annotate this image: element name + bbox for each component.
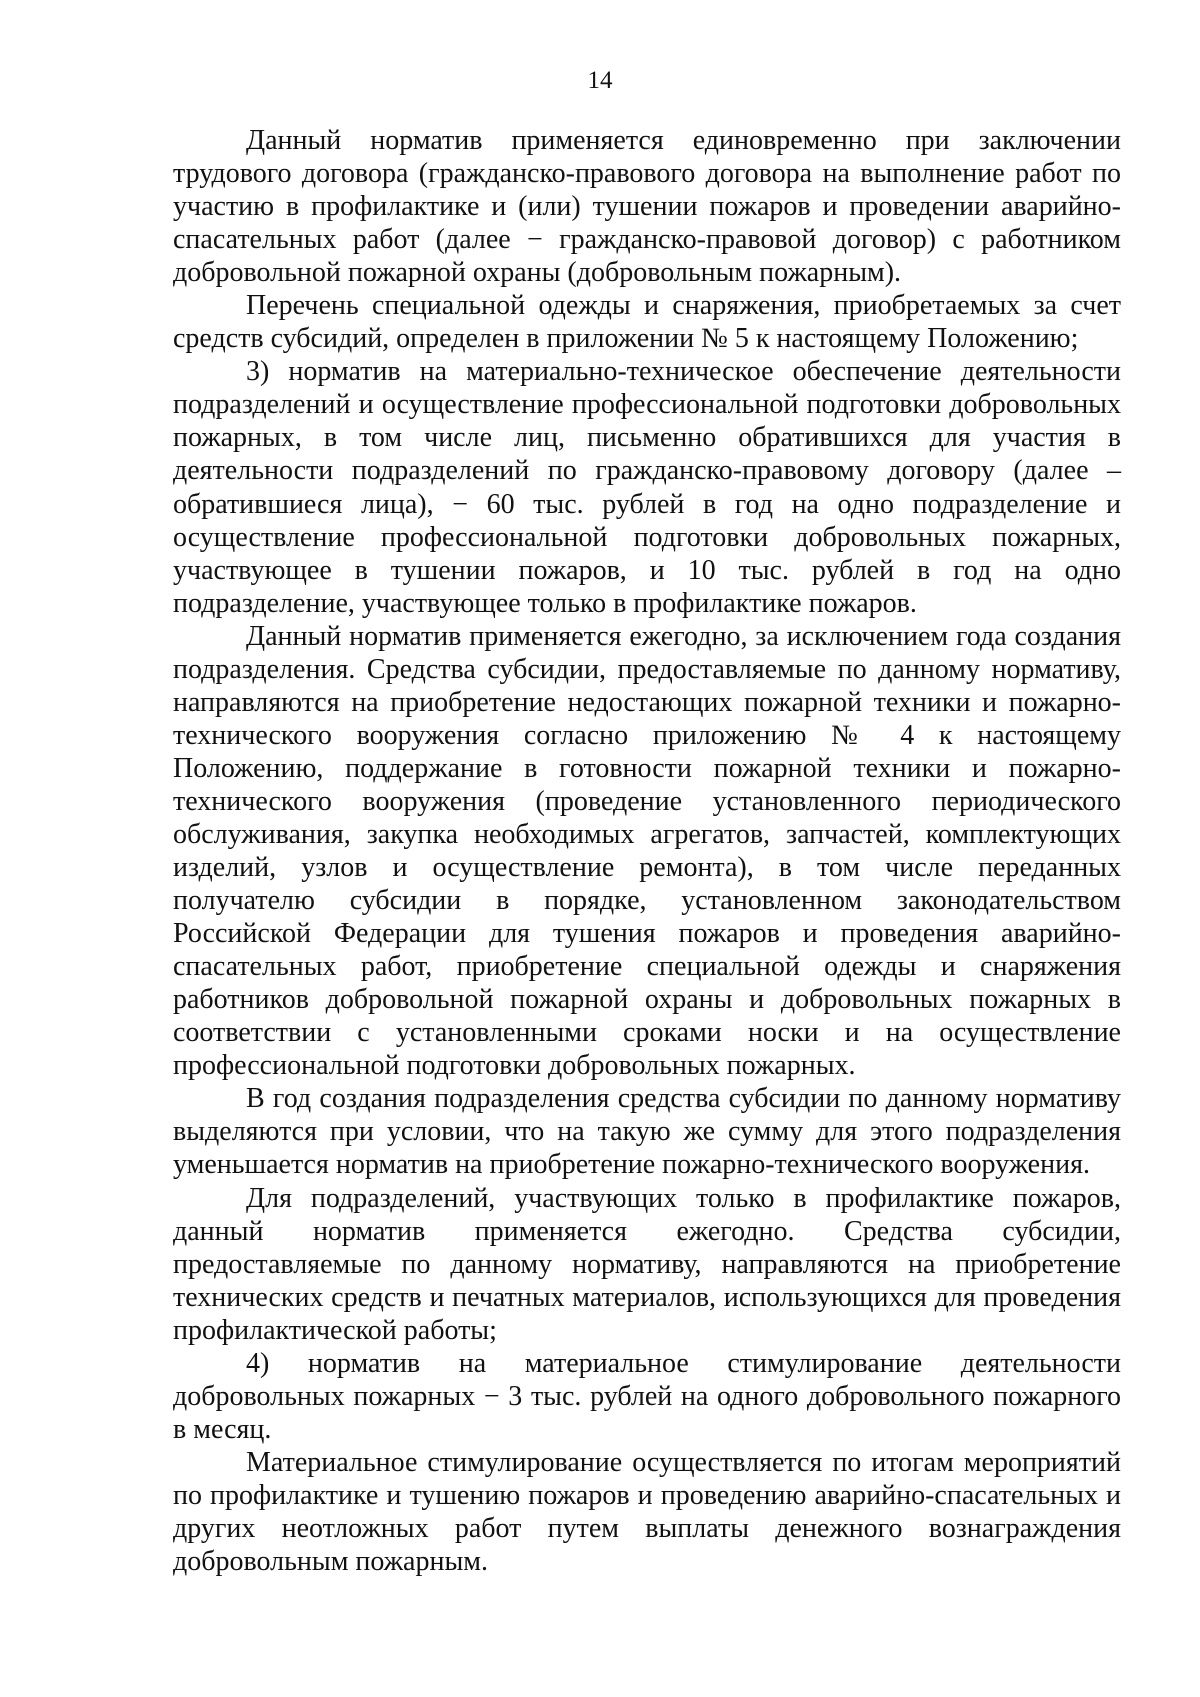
- paragraph-4: Данный норматив применяется ежегодно, за исключением года создания подразделения. Средства субсидии, предоставляемые по данному нормативу, направляются на приобретение недостающих пожарной техники и пожарно-технического вооружения согласно приложению № 4 к настоящему Положению, поддержание в готовности пожарной техники и пожарно-технического вооружения (проведение установленного периодического обслуживания, закупка необходимых агрегатов, запчастей, комплектующих изделий, узлов и осуществление ремонта), в том числе переданных получателю субсидии в порядке, установленном законодательством Российской Федерации для тушения пожаров и проведения аварийно-спасательных работ, приобретение специальной одежды и снаряжения работников добровольной пожарной охраны и добровольных пожарных в соответствии с установленными сроками носки и на осуществление профессиональной подготовки добровольных пожарных.: [173, 620, 1121, 1082]
- paragraph-5: В год создания подразделения средства субсидии по данному нормативу выделяются при условии, что на такую же сумму для этого подразделения уменьшается норматив на приобретение пожарно-технического вооружения.: [173, 1083, 1121, 1181]
- paragraph-6: Для подразделений, участвующих только в профилактике пожаров, данный норматив применяется ежегодно. Средства субсидии, предоставляемые по данному нормативу, направляются на приобретение технических средств и печатных материалов, использующихся для проведения профилактической работы;: [173, 1182, 1121, 1346]
- page-number: 14: [587, 67, 613, 94]
- paragraph-1: Данный норматив применяется единовременно при заключении трудового договора (гражданско-правового договора на выполнение работ по участию в профилактике и (или) тушении пожаров и проведении аварийно-спасательных работ (далее − гражданско-правовой договор) с работником добровольной пожарной охраны (добровольным пожарным).: [173, 125, 1121, 289]
- document-body: [173, 124, 1121, 1578]
- paragraph-7: 4) норматив на материальное стимулирование деятельности добровольных пожарных − 3 тыс. рублей на одного добровольного пожарного в месяц.: [173, 1347, 1121, 1445]
- paragraph-8: Материальное стимулирование осуществляется по итогам мероприятий по профилактике и тушению пожаров и проведению аварийно-спасательных и других неотложных работ путем выплаты денежного вознаграждения добровольным пожарным.: [173, 1446, 1121, 1578]
- paragraph-3: 3) норматив на материально-техническое обеспечение деятельности подразделений и осуществление профессиональной подготовки добровольных пожарных, в том числе лиц, письменно обратившихся для участия в деятельности подразделений по гражданско-правовому договору (далее – обратившиеся лица), − 60 тыс. рублей в год на одно подразделение и осуществление профессиональной подготовки добровольных пожарных, участвующее в тушении пожаров, и 10 тыс. рублей в год на одно подразделение, участвующее только в профилактике пожаров.: [173, 356, 1121, 619]
- paragraph-2: Перечень специальной одежды и снаряжения, приобретаемых за счет средств субсидий, определен в приложении № 5 к настоящему Положению;: [173, 290, 1121, 355]
